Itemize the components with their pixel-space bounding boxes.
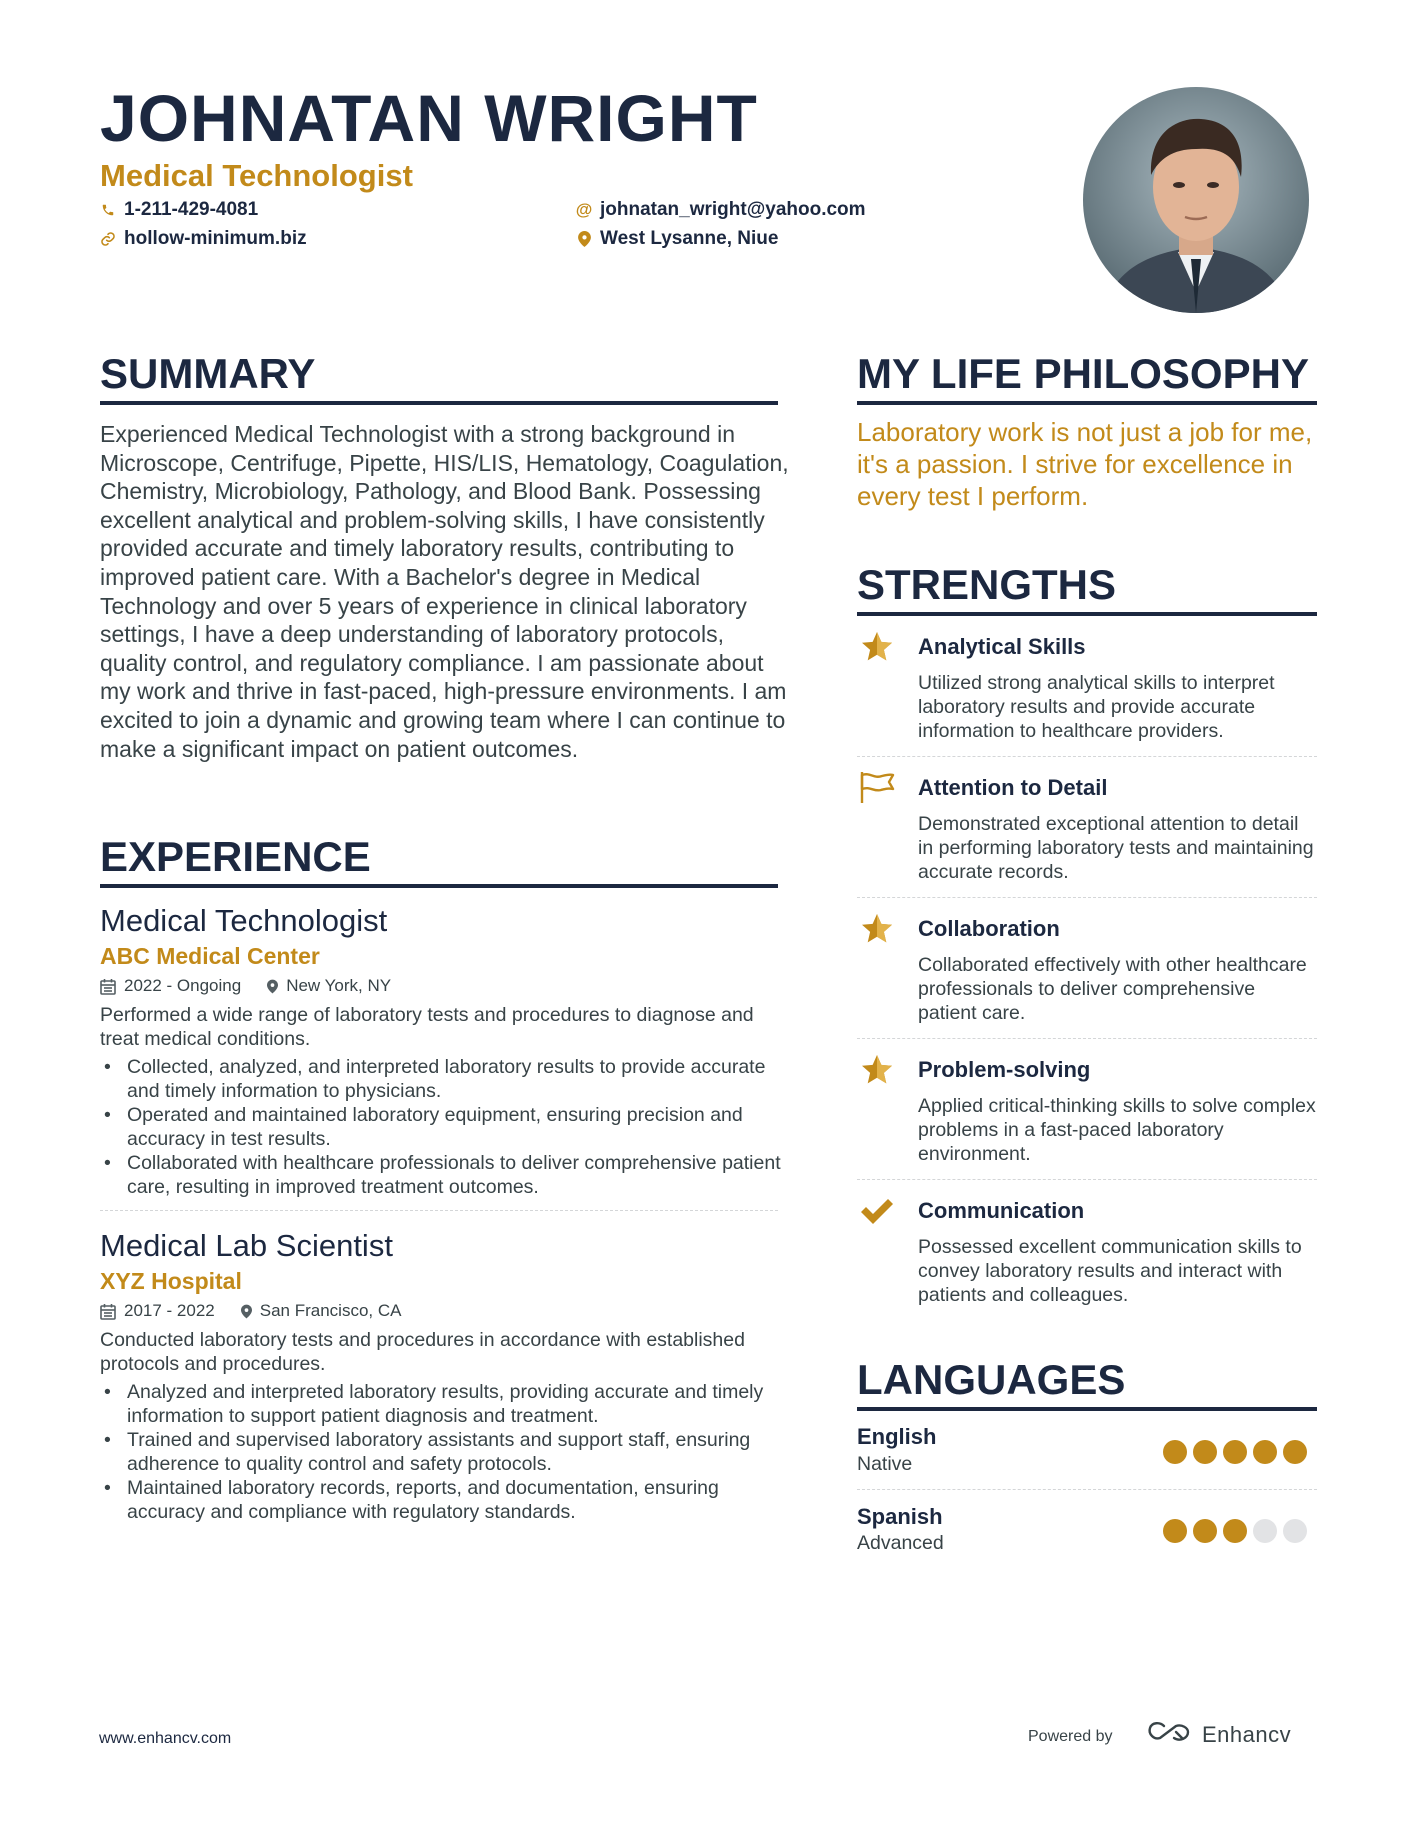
language-name: English <box>857 1424 937 1449</box>
strength-title: Collaboration <box>918 916 1060 941</box>
website-text[interactable]: hollow-minimum.biz <box>124 228 307 249</box>
strengths-heading: STRENGTHS <box>857 561 1117 608</box>
job-bullet: • Collected, analyzed, and interpreted laboratory results to provide accurate and timely information to physicians. <box>100 1055 790 1103</box>
job-company: XYZ Hospital <box>100 1268 242 1294</box>
flag-icon <box>857 767 897 807</box>
strength-title: Communication <box>918 1198 1085 1223</box>
location-pin-icon <box>241 1304 252 1319</box>
strength-description: Demonstrated exceptional attention to detail in performing laboratory tests and maintaining accurate records. <box>918 813 1314 883</box>
rating-dot-filled <box>1283 1440 1307 1464</box>
job-bullet: • Maintained laboratory records, reports, and documentation, ensuring accuracy and compliance with regulatory standards. <box>100 1476 790 1524</box>
enhancv-logo-icon <box>1146 1720 1192 1749</box>
languages-rule <box>857 1407 1317 1411</box>
phone-text: 1-211-429-4081 <box>124 199 259 220</box>
job-bullet: • Collaborated with healthcare professionals to deliver comprehensive patient care, resulting in improved treatment outcomes. <box>100 1151 790 1199</box>
candidate-name: JOHNATAN WRIGHT <box>100 81 758 155</box>
calendar-icon <box>100 978 116 995</box>
footer-website[interactable]: www.enhancv.com <box>99 1730 232 1747</box>
divider <box>857 756 1317 757</box>
checkmark-icon <box>857 1191 897 1231</box>
profile-photo <box>1083 87 1309 313</box>
job-dates: 2017 - 2022 <box>124 1301 215 1320</box>
contact-website[interactable] <box>100 227 307 251</box>
star-icon <box>857 627 897 667</box>
job-dates: 2022 - Ongoing <box>124 976 242 995</box>
footer-powered-by: Powered by <box>1028 1728 1113 1745</box>
job-meta <box>100 975 391 997</box>
contact-location <box>576 227 778 251</box>
job-bullet: • Analyzed and interpreted laboratory results, providing accurate and timely information to support patient diagnosis and treatment. <box>100 1380 790 1428</box>
language-rating <box>1163 1519 1307 1543</box>
job-bullet: • Trained and supervised laboratory assistants and support staff, ensuring adherence to quality control and safety protocols. <box>100 1428 790 1476</box>
rating-dot-filled <box>1223 1519 1247 1543</box>
strengths-rule <box>857 612 1317 616</box>
language-rating <box>1163 1440 1307 1464</box>
strength-description: Possessed excellent communication skills to convey laboratory results and interact with patients and colleagues. <box>918 1236 1302 1306</box>
calendar-icon <box>100 1303 116 1320</box>
divider <box>857 1489 1317 1490</box>
divider <box>857 1179 1317 1180</box>
star-icon <box>857 909 897 949</box>
language-level: Advanced <box>857 1532 944 1554</box>
job-description: Conducted laboratory tests and procedures in accordance with established protocols and procedures. <box>100 1329 745 1375</box>
job-meta <box>100 1300 401 1322</box>
job-bullets <box>100 1055 790 1199</box>
rating-dot-empty <box>1253 1519 1277 1543</box>
footer-brand-name: Enhancv <box>1202 1721 1292 1747</box>
job-description: Performed a wide range of laboratory tests and procedures to diagnose and treat medical conditions. <box>100 1004 754 1050</box>
contact-email[interactable] <box>576 198 866 222</box>
experience-rule <box>100 884 778 888</box>
contact-phone <box>100 198 258 222</box>
rating-dot-filled <box>1163 1440 1187 1464</box>
rating-dot-filled <box>1223 1440 1247 1464</box>
philosophy-text: Laboratory work is not just a job for me, it's a passion. I strive for excellence in every test I perform. <box>857 417 1313 511</box>
job-location: New York, NY <box>286 976 392 995</box>
job-company: ABC Medical Center <box>100 943 320 969</box>
strength-description: Applied critical-thinking skills to solve complex problems in a fast-paced laboratory environment. <box>918 1095 1316 1165</box>
job-bullet: • Operated and maintained laboratory equipment, ensuring precision and accuracy in test results. <box>100 1103 790 1151</box>
strength-title: Analytical Skills <box>918 634 1086 659</box>
summary-text: Experienced Medical Technologist with a strong background in Microscope, Centrifuge, Pipette, HIS/LIS, Hematology, Coagulation, Chemistry, Microbiology, Pathology, and Blood Bank. Possessing excellent analytical and problem-solving skills, I have consistently provided accurate and timely laboratory results, contributing to improved patient care. With a Bachelor's degree in Medical Technology and over 5 years of experience in clinical laboratory settings, I have a deep understanding of laboratory protocols, quality control, and regulatory compliance. I am passionate about my work and thrive in fast-paced, high-pressure environments. I am excited to join a dynamic and growing team where I can continue to make a significant impact on patient outcomes. <box>100 421 789 762</box>
strength-title: Problem-solving <box>918 1057 1091 1082</box>
philosophy-rule <box>857 401 1317 405</box>
location-pin-icon <box>576 231 592 247</box>
divider <box>100 1210 778 1211</box>
summary-heading: SUMMARY <box>100 350 316 397</box>
philosophy-heading: MY LIFE PHILOSOPHY <box>857 350 1309 397</box>
strength-title: Attention to Detail <box>918 775 1108 800</box>
rating-dot-filled <box>1163 1519 1187 1543</box>
job-title: Medical Lab Scientist <box>100 1228 393 1263</box>
footer-brand-logo[interactable] <box>1146 1720 1291 1749</box>
rating-dot-filled <box>1193 1519 1217 1543</box>
language-name: Spanish <box>857 1504 943 1529</box>
rating-dot-filled <box>1193 1440 1217 1464</box>
location-text: West Lysanne, Niue <box>600 228 779 249</box>
summary-rule <box>100 401 778 405</box>
at-icon: @ <box>575 200 593 219</box>
strength-description: Collaborated effectively with other healthcare professionals to deliver comprehensive patient care. <box>918 954 1307 1024</box>
candidate-title: Medical Technologist <box>100 158 413 193</box>
email-text[interactable]: johnatan_wright@yahoo.com <box>600 199 866 220</box>
job-location: San Francisco, CA <box>259 1301 402 1320</box>
strength-description: Utilized strong analytical skills to interpret laboratory results and provide accurate information to healthcare providers. <box>918 672 1275 742</box>
divider <box>857 1038 1317 1039</box>
experience-heading: EXPERIENCE <box>100 833 371 880</box>
language-level: Native <box>857 1453 913 1475</box>
job-bullets <box>100 1380 790 1524</box>
link-icon <box>100 231 116 247</box>
divider <box>857 897 1317 898</box>
languages-heading: LANGUAGES <box>857 1356 1126 1403</box>
job-title: Medical Technologist <box>100 903 388 938</box>
rating-dot-empty <box>1283 1519 1307 1543</box>
rating-dot-filled <box>1253 1440 1277 1464</box>
location-pin-icon <box>267 979 278 994</box>
phone-icon <box>100 202 116 218</box>
star-icon <box>857 1050 897 1090</box>
